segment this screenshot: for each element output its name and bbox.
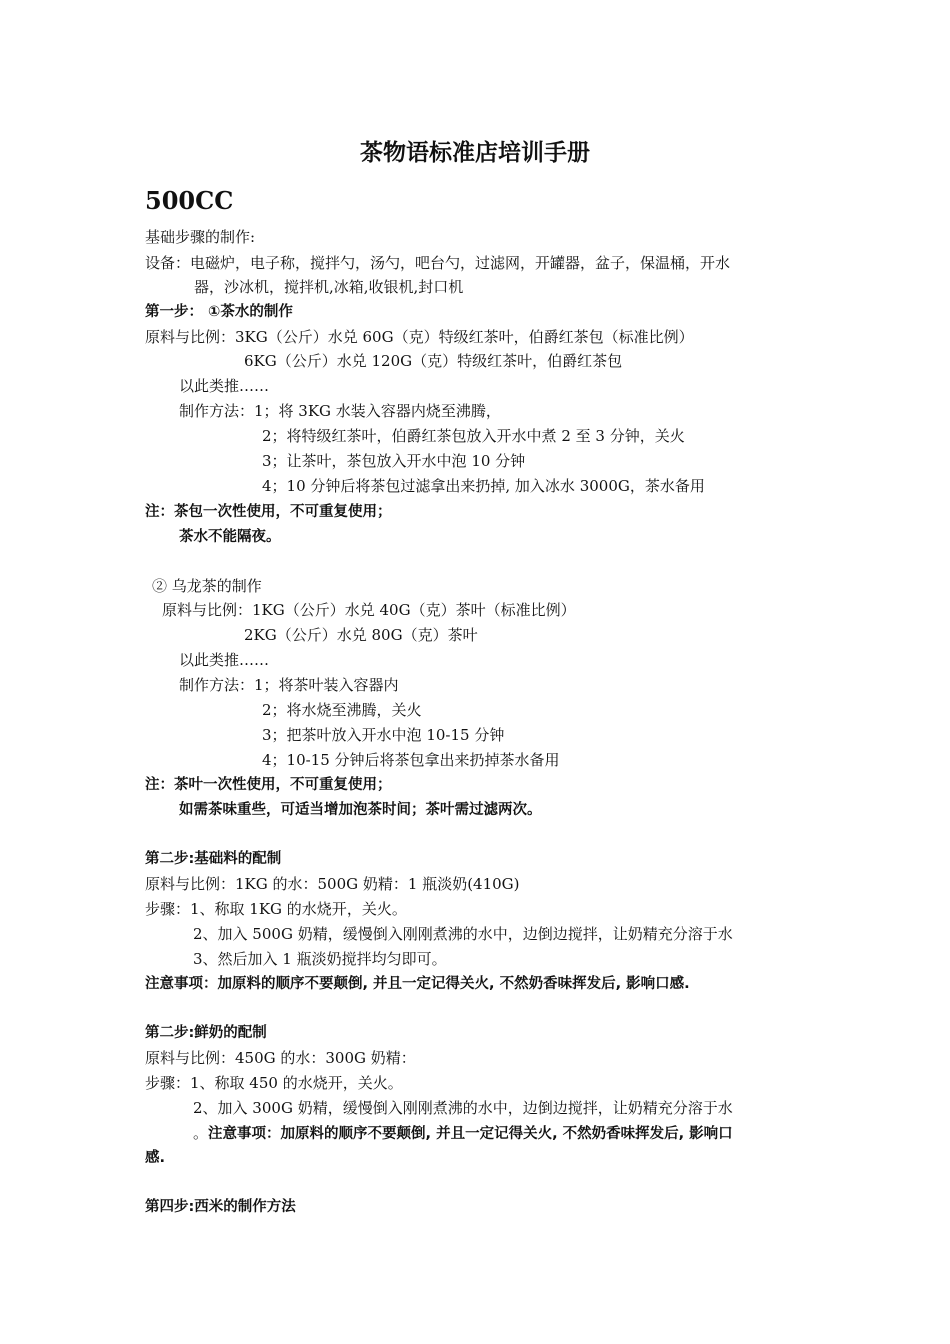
- step1-note-1: 注：茶包一次性使用，不可重复使用；: [145, 504, 392, 520]
- step1-note-2: 茶水不能隔夜。: [179, 529, 281, 545]
- step4-heading: 第四步:西米的制作方法: [145, 1199, 296, 1215]
- step2b-step-1: 步骤：1、称取 450 的水烧开，关火。: [145, 1074, 403, 1092]
- step1-method-3: 3；让茶叶，茶包放入开水中泡 10 分钟: [262, 452, 526, 470]
- step2b-note-line-2: 感.: [145, 1150, 166, 1166]
- step2b-note-line-1: [193, 1123, 733, 1144]
- oolong-method-4: 4；10-15 分钟后将茶包拿出来扔掉茶水备用: [262, 751, 560, 769]
- step1-method-4: 4；10 分钟后将茶包过滤拿出来扔掉, 加入冰水 3000G，茶水备用: [262, 477, 705, 495]
- step1-heading: 第一步： ①茶水的制作: [145, 304, 293, 320]
- oolong-heading: ② 乌龙茶的制作: [152, 577, 262, 595]
- step2a-step-2: 2、加入 500G 奶精，缓慢倒入刚刚煮沸的水中，边倒边搅拌，让奶精充分溶于水: [193, 925, 733, 943]
- step2b-note-prefix: 。: [193, 1124, 209, 1142]
- oolong-ratio-1: 原料与比例：1KG（公斤）水兑 40G（克）茶叶（标准比例）: [162, 601, 576, 619]
- step2b-note-text: 注意事项：加原料的顺序不要颠倒, 并且一定记得关火, 不然奶香味挥发后, 影响口: [208, 1126, 733, 1142]
- step2a-heading: 第二步:基础料的配制: [145, 851, 282, 867]
- document-title: 茶物语标准店培训手册: [360, 139, 590, 166]
- step1-method-1: 制作方法：1；将 3KG 水装入容器内烧至沸腾，: [179, 402, 501, 420]
- oolong-method-2: 2；将水烧至沸腾，关火: [262, 701, 422, 719]
- step2b-step-2: 2、加入 300G 奶精，缓慢倒入刚刚煮沸的水中，边倒边搅拌，让奶精充分溶于水: [193, 1099, 733, 1117]
- step2b-heading: 第二步:鲜奶的配制: [145, 1025, 267, 1041]
- oolong-note-1: 注：茶叶一次性使用，不可重复使用；: [145, 777, 392, 793]
- basic-steps-label: 基础步骤的制作:: [145, 228, 256, 246]
- oolong-etc: 以此类推……: [179, 651, 270, 669]
- step2a-note: 注意事项：加原料的顺序不要颠倒, 并且一定记得关火, 不然奶香味挥发后, 影响口感.: [145, 976, 690, 992]
- step1-etc: 以此类推……: [179, 377, 270, 395]
- oolong-method-3: 3；把茶叶放入开水中泡 10-15 分钟: [262, 726, 505, 744]
- oolong-note-2: 如需茶味重些，可适当增加泡茶时间；茶叶需过滤两次。: [179, 802, 542, 818]
- equipment-line-2: 器，沙冰机，搅拌机,冰箱,收银机,封口机: [194, 278, 464, 296]
- oolong-ratio-2: 2KG（公斤）水兑 80G（克）茶叶: [244, 626, 478, 644]
- step1-ratio-2: 6KG（公斤）水兑 120G（克）特级红茶叶，伯爵红茶包: [244, 352, 623, 370]
- step1-method-2: 2；将特级红茶叶，伯爵红茶包放入开水中煮 2 至 3 分钟，关火: [262, 427, 685, 445]
- step2b-ratio: 原料与比例：450G 的水：300G 奶精：: [145, 1049, 416, 1067]
- step1-ratio-1: 原料与比例：3KG（公斤）水兑 60G（克）特级红茶叶，伯爵红茶包（标准比例）: [145, 328, 694, 346]
- step2a-ratio: 原料与比例：1KG 的水：500G 奶精：1 瓶淡奶(410G): [145, 875, 520, 893]
- step2a-step-3: 3、然后加入 1 瓶淡奶搅拌均匀即可。: [193, 950, 447, 968]
- size-heading: 500CC: [145, 186, 234, 215]
- step2a-step-1: 步骤：1、称取 1KG 的水烧开，关火。: [145, 900, 407, 918]
- equipment-line-1: 设备：电磁炉，电子称，搅拌勺，汤勺，吧台勺，过滤网，开罐器，盆子，保温桶，开水: [145, 254, 731, 272]
- oolong-method-1: 制作方法：1；将茶叶装入容器内: [179, 676, 399, 694]
